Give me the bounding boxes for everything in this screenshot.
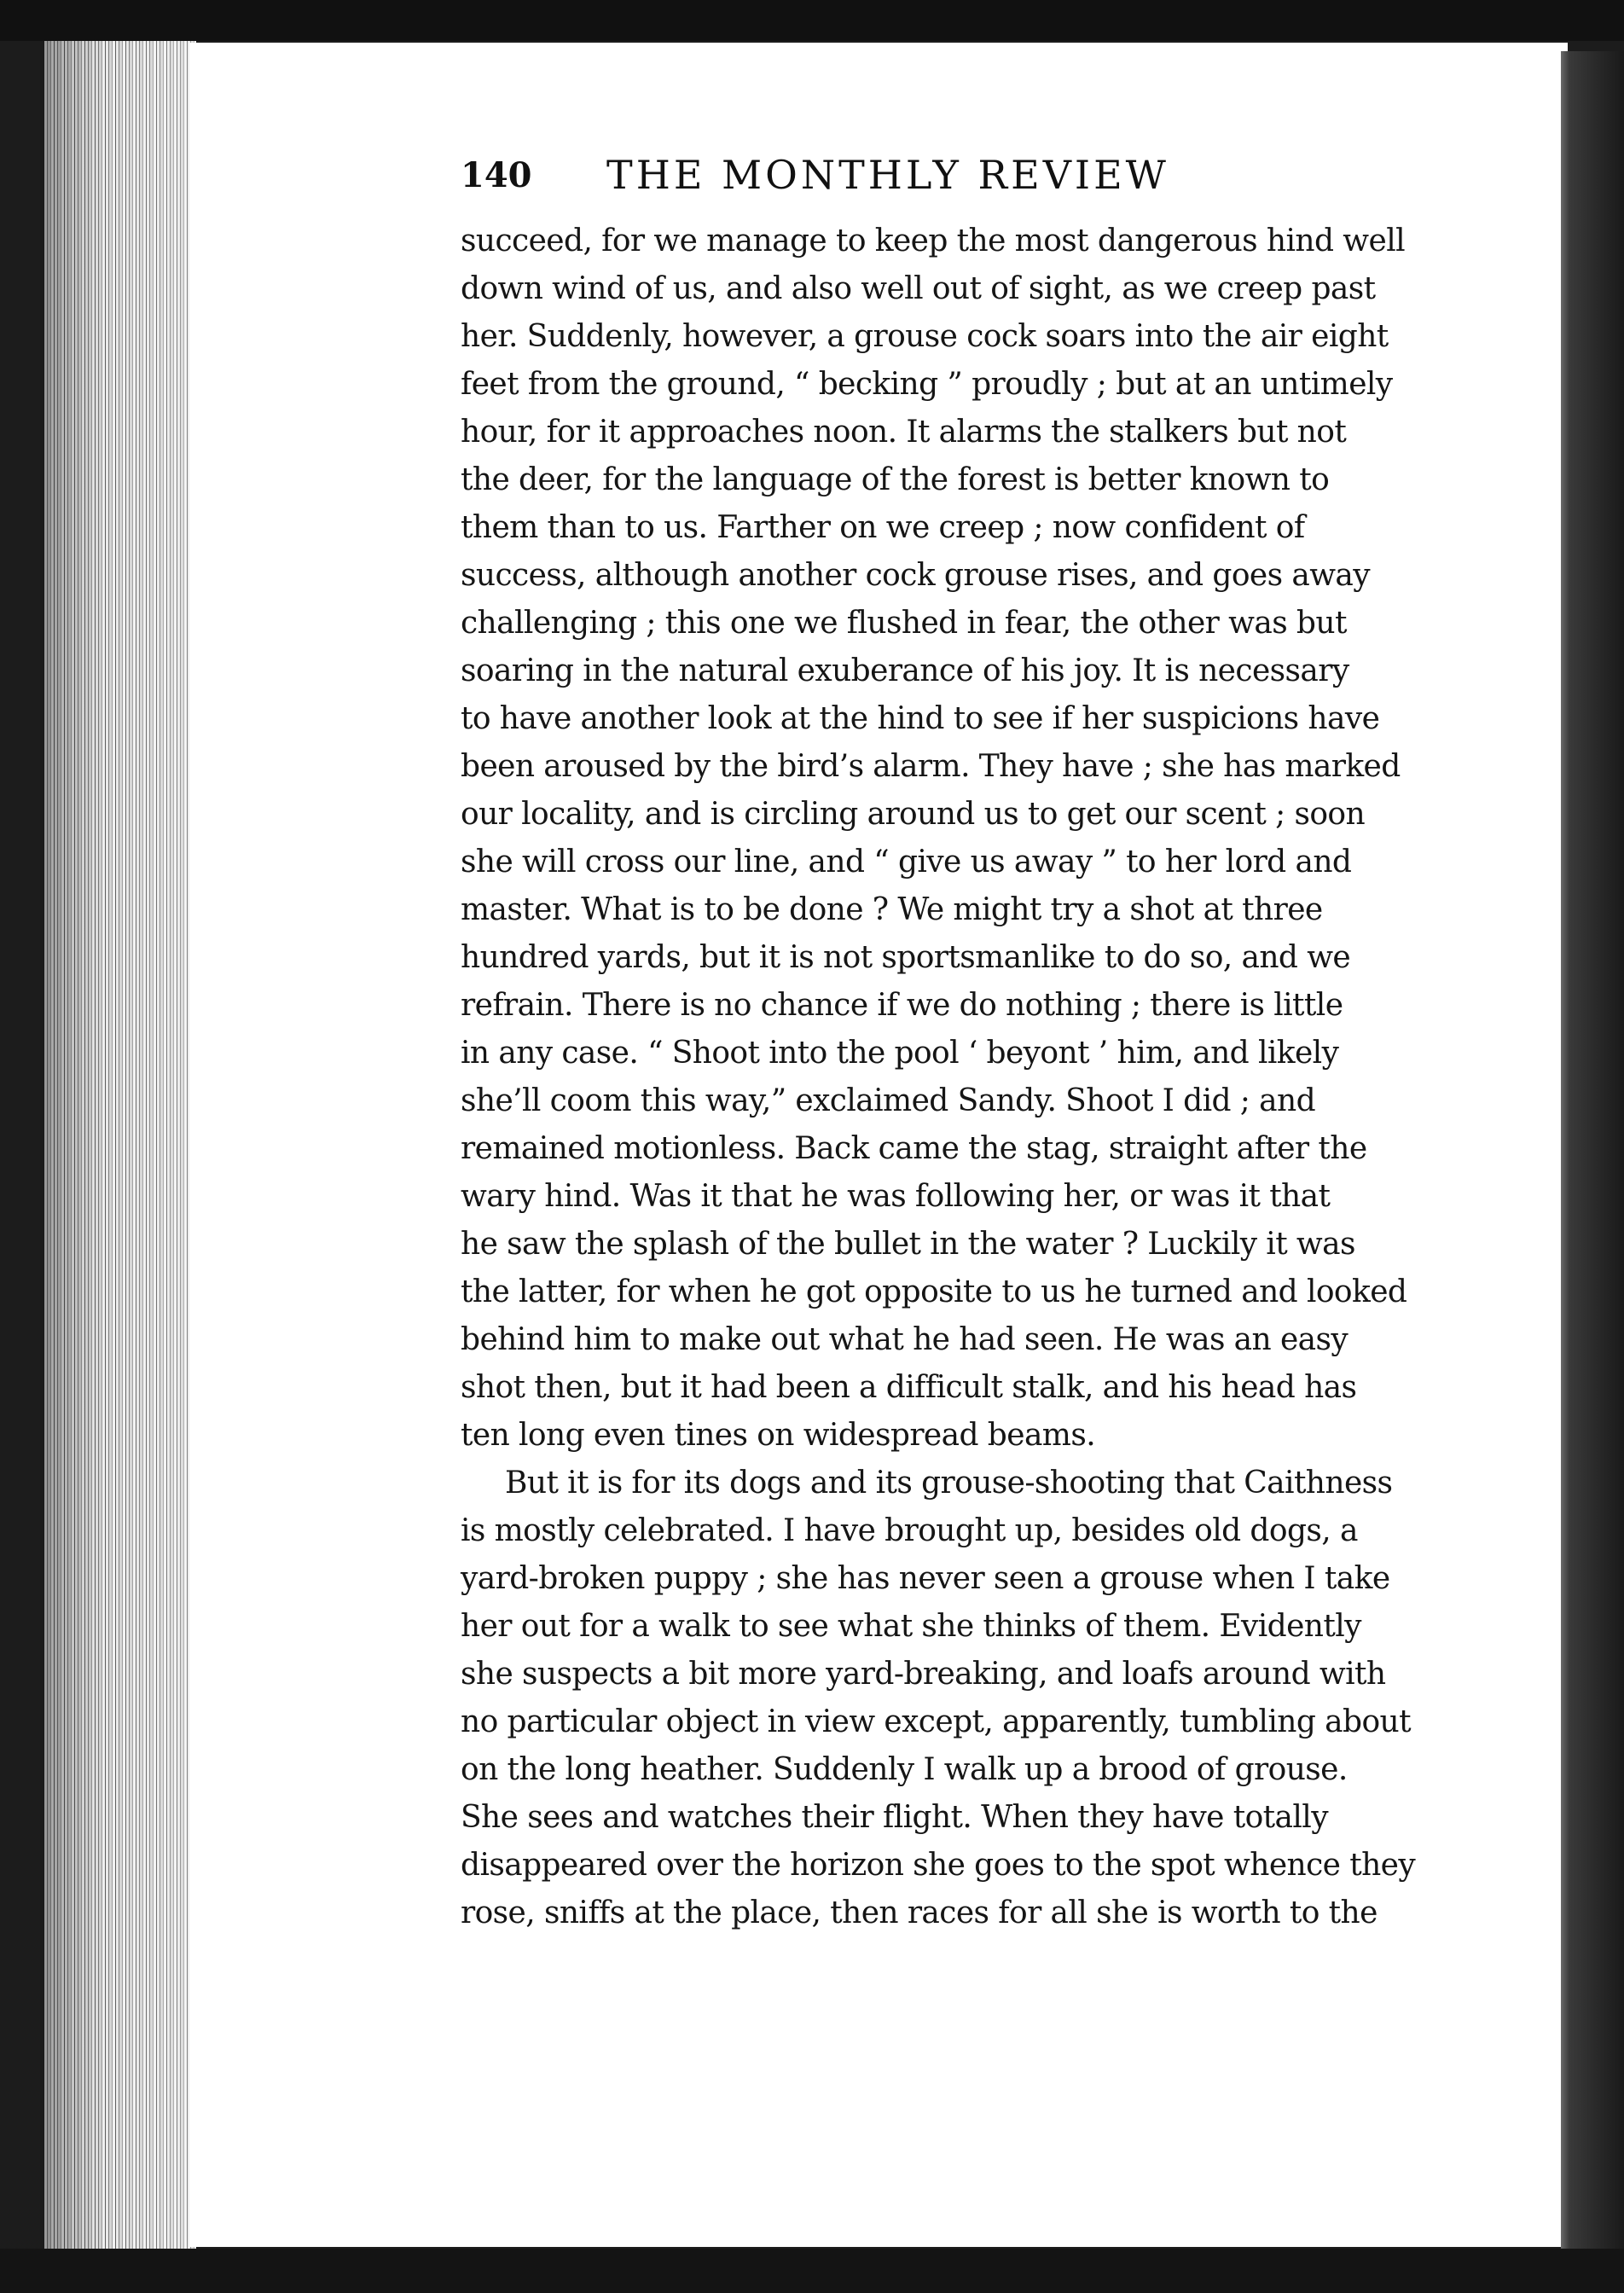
text-line: her. Suddenly, however, a grouse cock soars into the air eight — [461, 319, 1389, 354]
book-right-edge — [1561, 51, 1624, 2252]
text-line: is mostly celebrated. I have brought up, besides old dogs, a — [461, 1513, 1358, 1548]
text-line: challenging ; this one we flushed in fear, the other was but — [461, 606, 1347, 641]
text-line: master. What is to be done ? We might try a shot at three — [461, 892, 1323, 927]
text-line: But it is for its dogs and its grouse-shooting that Caithness — [505, 1466, 1393, 1501]
text-line: to have another look at the hind to see if her suspicions have — [461, 701, 1380, 736]
book-page-edges — [44, 41, 196, 2250]
text-line: refrain. There is no chance if we do nothing ; there is little — [461, 988, 1343, 1023]
text-line: in any case. “ Shoot into the pool ‘ beyont ’ him, and likely — [461, 1036, 1339, 1071]
body-text — [461, 218, 1416, 1937]
text-line: her out for a walk to see what she thinks of them. Evidently — [461, 1609, 1361, 1644]
text-line: success, although another cock grouse rises, and goes away — [461, 558, 1371, 593]
text-line: She sees and watches their flight. When they have totally — [461, 1800, 1328, 1835]
scan-bottom-border — [0, 2249, 1624, 2293]
running-title: THE MONTHLY REVIEW — [606, 152, 1169, 198]
text-line: ten long even tines on widespread beams. — [461, 1418, 1096, 1453]
text-line: soaring in the natural exuberance of his joy. It is necessary — [461, 653, 1349, 688]
page-header — [461, 152, 1290, 212]
text-line: she’ll coom this way,” exclaimed Sandy. Shoot I did ; and — [461, 1083, 1316, 1118]
text-line: remained motionless. Back came the stag, straight after the — [461, 1131, 1367, 1166]
text-line: been aroused by the bird’s alarm. They have ; she has marked — [461, 749, 1401, 784]
text-line: behind him to make out what he had seen. He was an easy — [461, 1322, 1348, 1357]
text-line: shot then, but it had been a difficult stalk, and his head has — [461, 1370, 1357, 1405]
text-line: our locality, and is circling around us to get our scent ; soon — [461, 797, 1366, 832]
text-line: she will cross our line, and “ give us away ” to her lord and — [461, 845, 1352, 879]
text-line: she suspects a bit more yard-breaking, and loafs around with — [461, 1657, 1386, 1692]
text-line: on the long heather. Suddenly I walk up a brood of grouse. — [461, 1752, 1348, 1787]
page-number: 140 — [461, 155, 532, 195]
text-line: yard-broken puppy ; she has never seen a grouse when I take — [461, 1561, 1390, 1596]
text-line: the latter, for when he got opposite to us he turned and looked — [461, 1274, 1407, 1309]
paragraph — [461, 218, 1407, 1460]
paragraph — [461, 1460, 1416, 1937]
text-line: he saw the splash of the bullet in the water ? Luckily it was — [461, 1227, 1355, 1262]
text-line: succeed, for we manage to keep the most dangerous hind well — [461, 223, 1406, 258]
text-line: them than to us. Farther on we creep ; now confident of — [461, 510, 1305, 545]
text-line: down wind of us, and also well out of sight, as we creep past — [461, 271, 1376, 306]
scan-top-border — [0, 0, 1624, 41]
text-line: disappeared over the horizon she goes to the spot whence they — [461, 1848, 1416, 1883]
text-line: wary hind. Was it that he was following her, or was it that — [461, 1179, 1331, 1214]
text-line: hour, for it approaches noon. It alarms the stalkers but not — [461, 415, 1347, 450]
text-line: rose, sniffs at the place, then races for all she is worth to the — [461, 1895, 1378, 1930]
text-line: no particular object in view except, apparently, tumbling about — [461, 1704, 1411, 1739]
text-line: the deer, for the language of the forest is better known to — [461, 462, 1330, 497]
text-line: hundred yards, but it is not sportsmanlike to do so, and we — [461, 940, 1351, 975]
text-line: feet from the ground, “ becking ” proudly ; but at an untimely — [461, 367, 1393, 402]
